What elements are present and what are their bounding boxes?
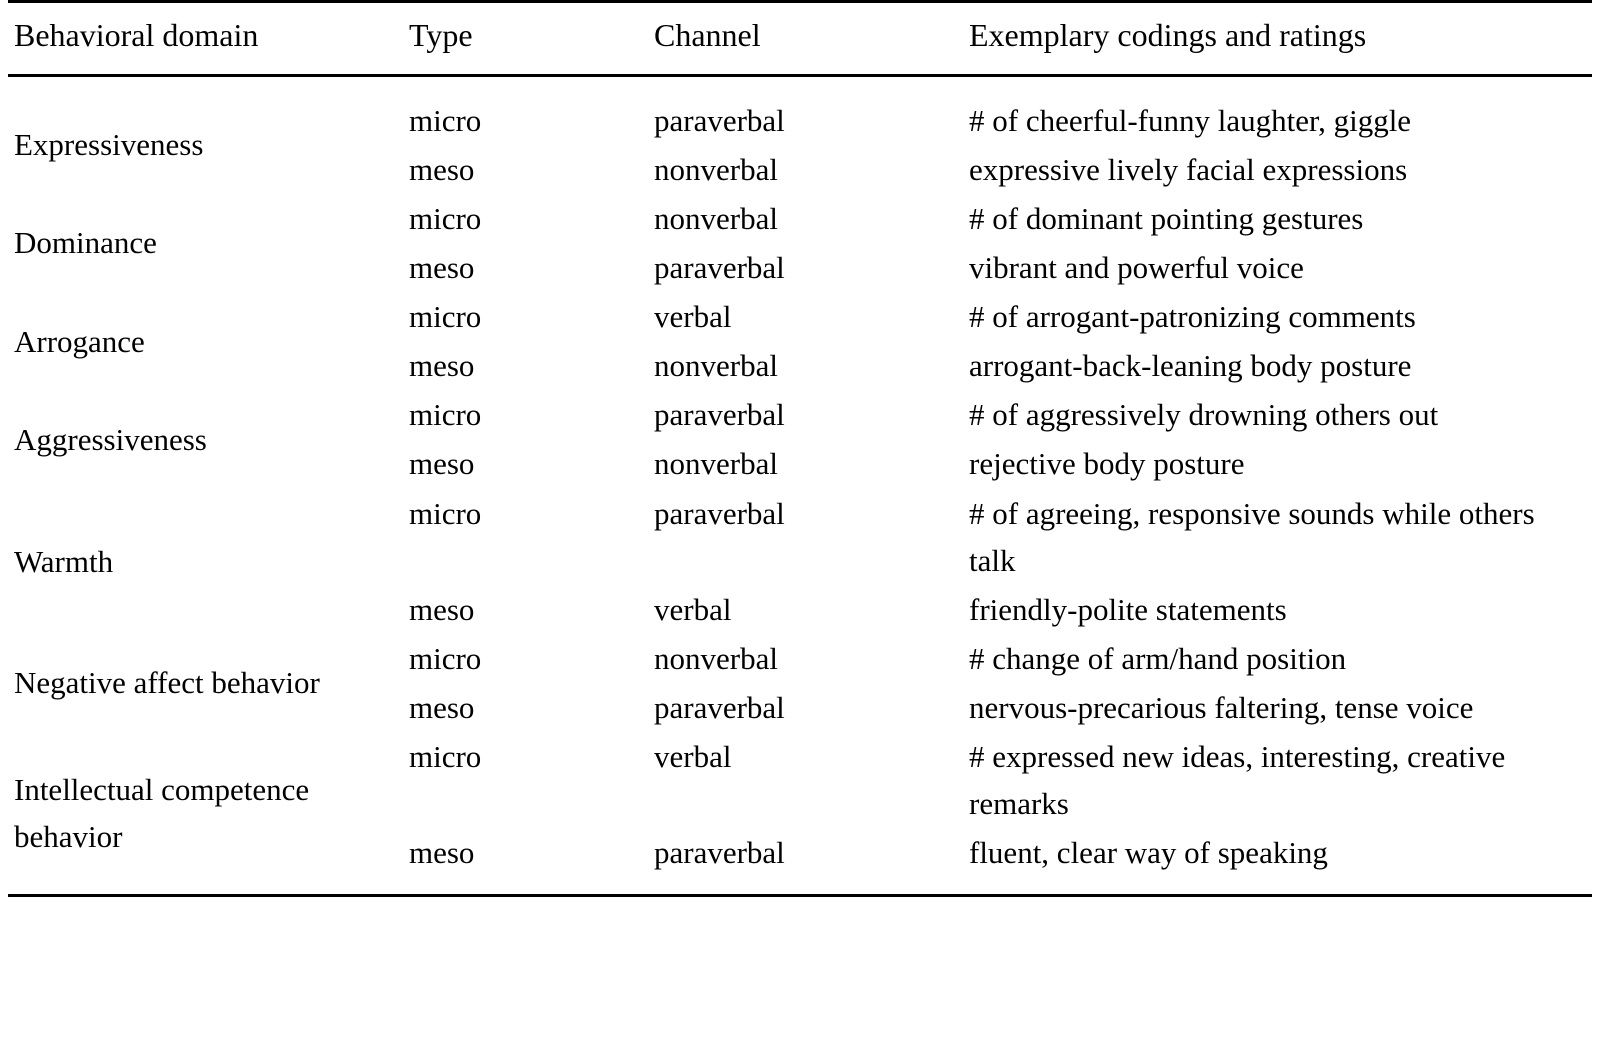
type-cell: micro: [409, 102, 482, 138]
type-cell: micro: [409, 200, 482, 236]
type-cell: micro: [409, 299, 482, 335]
type-cell: micro: [409, 495, 482, 531]
channel-cell: paraverbal: [654, 102, 785, 138]
type-cell: meso: [409, 446, 475, 482]
channel-cell: paraverbal: [654, 495, 785, 531]
domain-label-negative-affect-behavior: Negative affect behavior: [14, 665, 320, 701]
channel-cell: nonverbal: [654, 640, 778, 676]
codings-cell: arrogant-back-leaning body posture: [969, 348, 1412, 384]
domain-label-dominance: Dominance: [14, 225, 157, 261]
table-header: [8, 2, 1592, 76]
type-cell: micro: [409, 397, 482, 433]
table-row: [8, 194, 1592, 243]
codings-cell: friendly-polite statements: [969, 591, 1287, 627]
channel-cell: paraverbal: [654, 249, 785, 285]
domain-label-intellectual-competence-behavior: Intellectual competence behavior: [14, 772, 310, 855]
table-header-row: [8, 2, 1592, 76]
type-cell: meso: [409, 689, 475, 725]
codings-cell: # of agreeing, responsive sounds while others talk: [969, 495, 1535, 578]
channel-cell: paraverbal: [654, 689, 785, 725]
type-cell: meso: [409, 249, 475, 285]
codings-cell: # change of arm/hand position: [969, 640, 1347, 676]
channel-cell: verbal: [654, 591, 732, 627]
domain-label-aggressiveness: Aggressiveness: [14, 421, 207, 457]
table-row: [8, 390, 1592, 439]
codings-cell: nervous-precarious faltering, tense voice: [969, 689, 1474, 725]
table-row: [8, 634, 1592, 683]
channel-cell: verbal: [654, 739, 732, 775]
codings-cell: # of aggressively drowning others out: [969, 397, 1439, 433]
domain-label-warmth: Warmth: [14, 543, 114, 579]
channel-cell: nonverbal: [654, 200, 778, 236]
channel-cell: verbal: [654, 299, 732, 335]
codings-cell: fluent, clear way of speaking: [969, 835, 1328, 871]
type-cell: meso: [409, 348, 475, 384]
channel-cell: nonverbal: [654, 348, 778, 384]
type-cell: micro: [409, 739, 482, 775]
channel-cell: paraverbal: [654, 397, 785, 433]
domain-label-arrogance: Arrogance: [14, 323, 145, 359]
type-cell: meso: [409, 151, 475, 187]
type-cell: meso: [409, 591, 475, 627]
type-cell: micro: [409, 640, 482, 676]
table-row: [8, 75, 1592, 145]
codings-cell: vibrant and powerful voice: [969, 249, 1304, 285]
codings-cell: # of dominant pointing gestures: [969, 200, 1364, 236]
codings-cell: expressive lively facial expressions: [969, 151, 1408, 187]
domain-label-expressiveness: Expressiveness: [14, 127, 204, 163]
column-header-channel: Channel: [654, 17, 761, 53]
codings-cell: # of cheerful-funny laughter, giggle: [969, 102, 1412, 138]
codings-cell: # of arrogant-patronizing comments: [969, 299, 1416, 335]
table-row: [8, 489, 1592, 585]
codings-cell: rejective body posture: [969, 446, 1245, 482]
type-cell: meso: [409, 835, 475, 871]
channel-cell: nonverbal: [654, 446, 778, 482]
table-body: [8, 75, 1592, 896]
channel-cell: paraverbal: [654, 835, 785, 871]
behavioral-domain-table: [8, 0, 1592, 897]
codings-cell: # expressed new ideas, interesting, creative remarks: [969, 739, 1506, 822]
table-row: [8, 732, 1592, 828]
column-header-type: Type: [409, 17, 473, 53]
column-header-behavioral-domain: Behavioral domain: [14, 17, 259, 53]
column-header-codings: Exemplary codings and ratings: [969, 17, 1367, 53]
channel-cell: nonverbal: [654, 151, 778, 187]
table-row: [8, 292, 1592, 341]
